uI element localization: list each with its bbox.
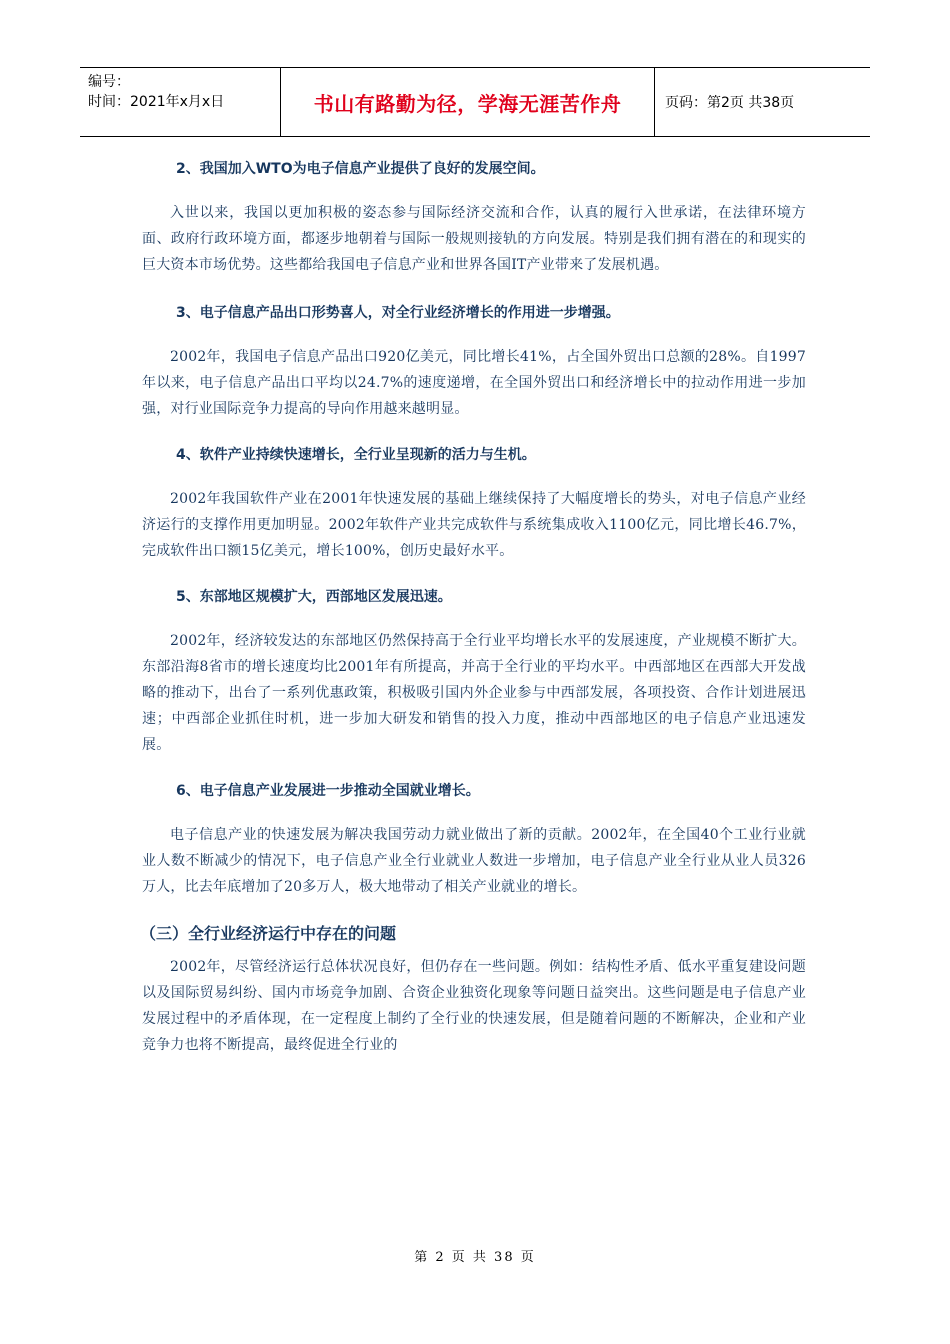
page-footer: 第 2 页 共 38 页 bbox=[414, 1250, 536, 1265]
section-4-heading: 4、软件产业持续快速增长，全行业呈现新的活力与生机。 bbox=[176, 447, 536, 463]
header-motto: 书山有路勤为径，学海无涯苦作舟 bbox=[280, 68, 655, 136]
header-meta bbox=[80, 68, 280, 136]
time-label: 时间：2021年x月x日 bbox=[88, 94, 225, 110]
section-three-heading: （三）全行业经济运行中存在的问题 bbox=[140, 924, 397, 943]
section-2-heading: 2、我国加入WTO为电子信息产业提供了良好的发展空间。 bbox=[176, 161, 545, 177]
section-6-heading: 6、电子信息产业发展进一步推动全国就业增长。 bbox=[176, 783, 480, 799]
section-2-paragraph: 入世以来，我国以更加积极的姿态参与国际经济交流和合作，认真的履行入世承诺，在法律环境方面、政府行政环境方面，都逐步地朝着与国际一般规则接轨的方向发展。特别是我们拥有潜在的和现实的巨大资本市场优势。这些都给我国电子信息产业和世界各国IT产业带来了发展机遇。 bbox=[142, 205, 806, 273]
page-header bbox=[80, 67, 870, 137]
section-3-heading: 3、电子信息产品出口形势喜人，对全行业经济增长的作用进一步增强。 bbox=[176, 305, 620, 321]
section-6-paragraph: 电子信息产业的快速发展为解决我国劳动力就业做出了新的贡献。2002年，在全国40个工业行业就业人数不断减少的情况下，电子信息产业全行业就业人数进一步增加，电子信息产业全行业从业人员326万人，比去年底增加了20多万人，极大地带动了相关产业就业的增长。 bbox=[142, 827, 806, 895]
section-three-paragraph: 2002年，尽管经济运行总体状况良好，但仍存在一些问题。例如：结构性矛盾、低水平重复建设问题以及国际贸易纠纷、国内市场竞争加剧、合资企业独资化现象等问题日益突出。这些问题是电子信息产业发展过程中的矛盾体现，在一定程度上制约了全行业的快速发展，但是随着问题的不断解决，企业和产业竞争力也将不断提高，最终促进全行业的 bbox=[142, 959, 806, 1053]
section-5-paragraph: 2002年，经济较发达的东部地区仍然保持高于全行业平均增长水平的发展速度，产业规模不断扩大。东部沿海8省市的增长速度均比2001年有所提高，并高于全行业的平均水平。中西部地区在西部大开发战略的推动下，出台了一系列优惠政策，积极吸引国内外企业参与中西部发展，各项投资、合作计划进展迅速；中西部企业抓住时机，进一步加大研发和销售的投入力度，推动中西部地区的电子信息产业迅速发展。 bbox=[142, 633, 806, 753]
section-4-paragraph: 2002年我国软件产业在2001年快速发展的基础上继续保持了大幅度增长的势头，对电子信息产业经济运行的支撑作用更加明显。2002年软件产业共完成软件与系统集成收入1100亿元，同比增长46.7%，完成软件出口额15亿美元，增长100%，创历史最好水平。 bbox=[142, 491, 806, 559]
document-body bbox=[142, 150, 806, 1058]
number-label: 编号： bbox=[88, 74, 130, 90]
header-page-code: 页码：第2页 共38页 bbox=[665, 95, 795, 111]
section-5-heading: 5、东部地区规模扩大，西部地区发展迅速。 bbox=[176, 589, 452, 605]
section-3-paragraph: 2002年，我国电子信息产品出口920亿美元，同比增长41%，占全国外贸出口总额的28%。自1997年以来，电子信息产品出口平均以24.7%的速度递增，在全国外贸出口和经济增长中的拉动作用进一步加强，对行业国际竞争力提高的导向作用越来越明显。 bbox=[142, 349, 806, 417]
